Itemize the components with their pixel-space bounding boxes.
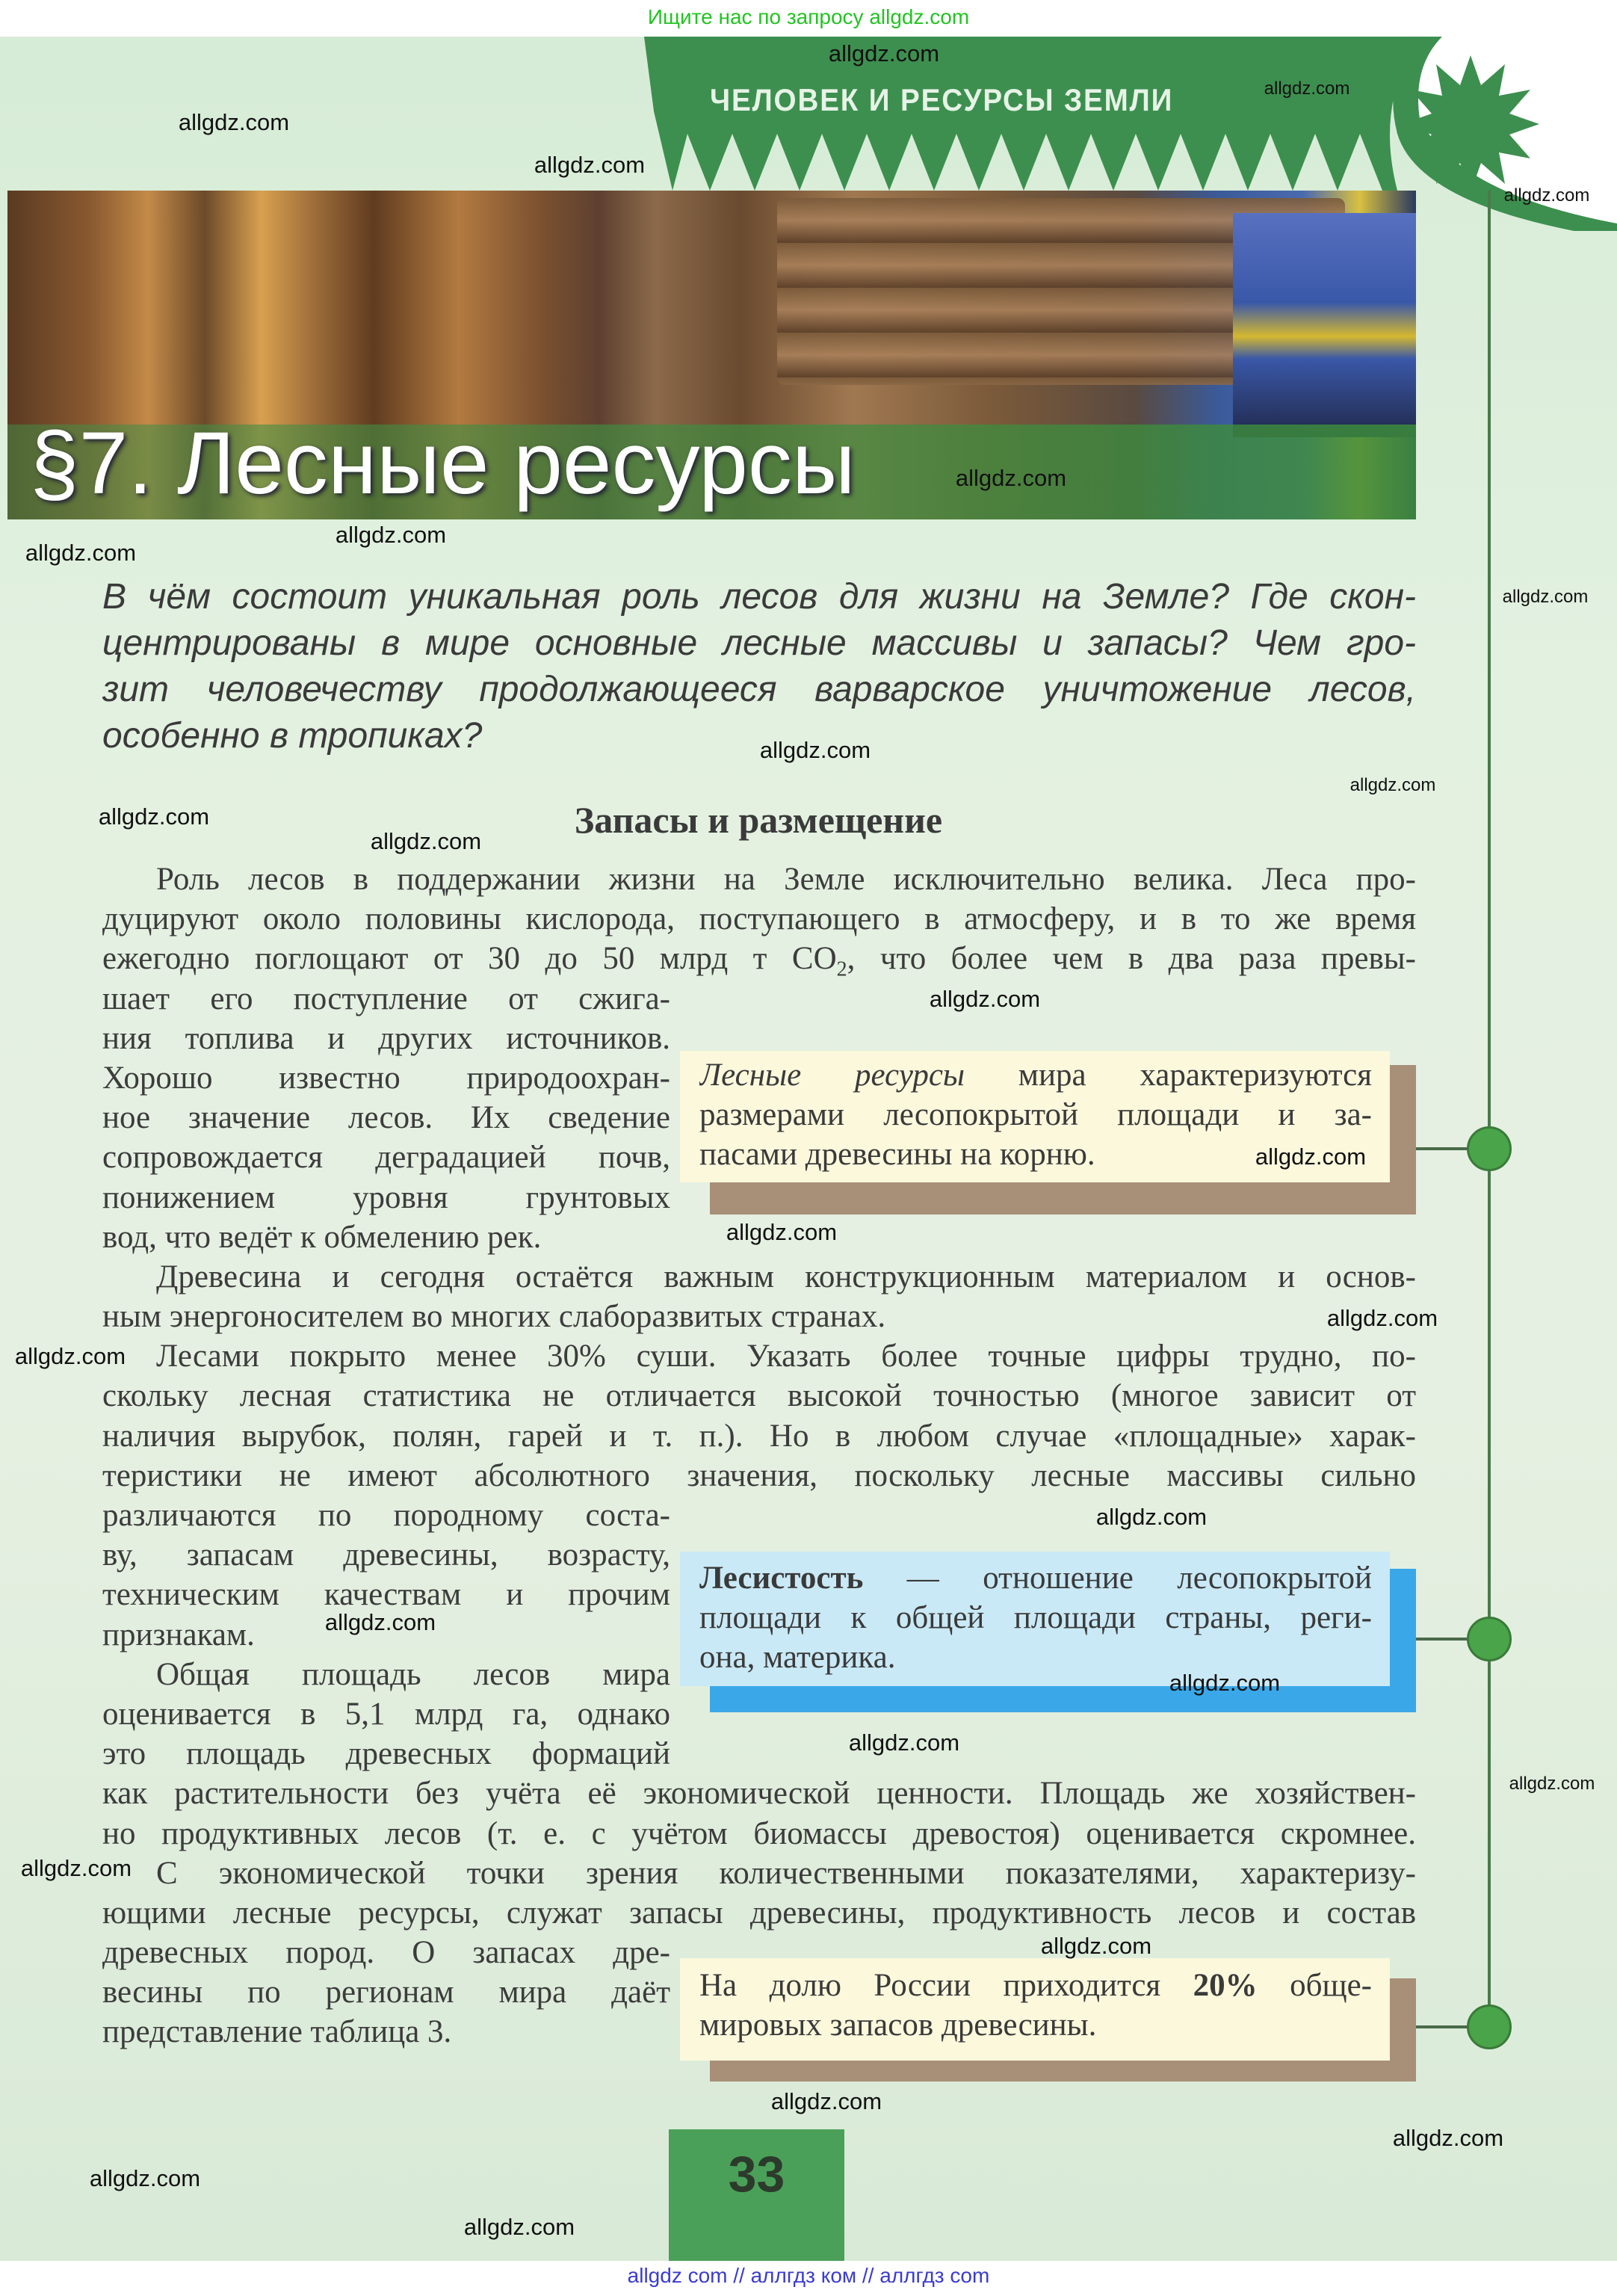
text: , что более чем в два раза превы- <box>847 941 1416 977</box>
text-line: Лесами покрыто менее 30% суши. Указать более точные цифры трудно, по- <box>156 1339 1416 1374</box>
text: площади к общей площади страны, реги- <box>699 1600 1372 1635</box>
text: обще- <box>1257 1968 1372 2003</box>
text: она, материка. <box>699 1640 896 1675</box>
body-text <box>102 860 1416 2052</box>
bullet-circle-icon <box>1467 2005 1512 2049</box>
watermark: allgdz.com <box>1502 587 1589 607</box>
watermark: allgdz.com <box>25 540 137 566</box>
text-line: шает его поступление от сжига- <box>102 981 670 1016</box>
connector-line <box>1416 1638 1472 1641</box>
text-line: ным энергоносителем во многих слаборазвитых странах. <box>102 1299 886 1335</box>
text-line: ву, запасам древесины, возрасту, <box>102 1537 670 1573</box>
text-line: Древесина и сегодня остаётся важным конструкционным материалом и основ- <box>156 1259 1416 1294</box>
watermark: allgdz.com <box>929 986 1041 1012</box>
text: — отношение лесопокрытой <box>863 1561 1372 1596</box>
text-line: ное значение лесов. Их сведение <box>102 1100 670 1136</box>
text-line: весины по регионам мира даёт <box>102 1975 670 2010</box>
text-line: но продуктивных лесов (т. е. с учётом биомассы древостоя) оценивается скромнее. <box>102 1815 1416 1851</box>
watermark: allgdz.com <box>20 1855 132 1881</box>
watermark: allgdz.com <box>370 828 482 854</box>
watermark: allgdz.com <box>1264 78 1350 99</box>
text: На долю России приходится <box>699 1968 1193 2003</box>
bottom-banner: allgdz com // аллгдз ком // аллгдз com <box>0 2261 1617 2296</box>
text-line: ющими лесные ресурсы, служат запасы древесины, продуктивность лесов и состав <box>102 1895 1416 1931</box>
text: мира характеризуются <box>965 1058 1372 1093</box>
text-line: вод, что ведёт к обмелению рек. <box>102 1219 542 1255</box>
bullet-circle-icon <box>1467 1617 1512 1661</box>
truck-image <box>1233 213 1416 437</box>
text-line <box>102 939 1416 978</box>
text-line: Общая площадь лесов мира <box>156 1656 670 1692</box>
text-line: ния топлива и других источников. <box>102 1020 670 1056</box>
watermark: allgdz.com <box>955 465 1067 491</box>
watermark: allgdz.com <box>1255 1144 1367 1170</box>
top-banner: Ищите нас по запросу allgdz.com <box>647 5 970 28</box>
question-line: В чём состоит уникальная роль лесов для жизни на Земле? Где скон- <box>102 577 1416 617</box>
watermark: allgdz.com <box>1040 1933 1152 1959</box>
bullet-circle-icon <box>1467 1126 1512 1171</box>
percent: 20% <box>1193 1968 1258 2003</box>
watermark: allgdz.com <box>534 152 646 178</box>
watermark: allgdz.com <box>98 803 210 830</box>
text-line: различаются по породному соста- <box>102 1498 670 1533</box>
question-line: центрированы в мире основные лесные массивы и запасы? Чем гро- <box>102 623 1416 663</box>
watermark: allgdz.com <box>1503 185 1590 206</box>
watermark: allgdz.com <box>1095 1504 1208 1530</box>
watermark: allgdz.com <box>726 1219 838 1245</box>
watermark: allgdz.com <box>14 1343 126 1369</box>
page-number: 33 <box>669 2129 844 2261</box>
text-line: скольку лесная статистика не отличается высокой точностью (многое зависит от <box>102 1378 1416 1414</box>
watermark: allgdz.com <box>335 522 447 548</box>
question-line: особенно в тропиках? <box>102 716 483 756</box>
text: ежегодно поглощают от 30 до 50 млрд т CO <box>102 941 837 977</box>
intro-questions <box>102 574 1416 759</box>
question-line: зит человечеству продолжающееся варварское уничтожение лесов, <box>102 670 1416 709</box>
text-line: сопровождается деградацией почв, <box>102 1140 670 1176</box>
text-line: древесных пород. О запасах дре- <box>102 1935 670 1971</box>
term: Лесистость <box>699 1561 864 1596</box>
subscript: 2 <box>836 957 847 979</box>
connector-line <box>1416 2025 1472 2028</box>
text-line: Роль лесов в поддержании жизни на Земле исключительно велика. Леса про- <box>156 862 1416 897</box>
text-line: техническим качествам и прочим <box>102 1577 670 1613</box>
watermark: allgdz.com <box>89 2165 201 2191</box>
text-line: это площадь древесных формаций <box>102 1736 670 1772</box>
watermark: allgdz.com <box>1392 2125 1504 2151</box>
text-line: оценивается в 5,1 млрд га, однако <box>102 1696 670 1732</box>
text-line: Хорошо известно природоохран- <box>102 1060 670 1096</box>
watermark: allgdz.com <box>848 1729 960 1756</box>
text-line: теристики не имеют абсолютного значения, поскольку лесные массивы сильно <box>102 1457 1416 1493</box>
text-line: понижением уровня грунтовых <box>102 1179 670 1215</box>
subheading: Запасы и размещение <box>574 799 943 841</box>
text-line: С экономической точки зрения количественными показателями, характеризу- <box>156 1855 1416 1891</box>
text-line: наличия вырубок, полян, гарей и т. п.). Но в любом случае «площадные» харак- <box>102 1418 1416 1454</box>
watermark: allgdz.com <box>828 40 940 67</box>
watermark: allgdz.com <box>1509 1774 1595 1794</box>
watermark: allgdz.com <box>759 737 871 763</box>
connector-line <box>1416 1147 1472 1150</box>
watermark: allgdz.com <box>1326 1305 1438 1331</box>
section-title: ЧЕЛОВЕК И РЕСУРСЫ ЗЕМЛИ <box>710 82 1174 117</box>
text-line: признакам. <box>102 1617 255 1652</box>
text: пасами древесины на корню. <box>699 1137 1095 1172</box>
margin-line <box>1488 191 1491 2029</box>
watermark: allgdz.com <box>178 109 290 135</box>
text-line: представление таблица 3. <box>102 2014 452 2050</box>
text-line: как растительности без учёта её экономической ценности. Площадь же хозяйствен- <box>102 1776 1416 1812</box>
text-line: дуцируют около половины кислорода, поступающего в атмосферу, и в то же время <box>102 901 1416 937</box>
paragraph-title: §7. Лесные ресурсы <box>30 414 856 513</box>
watermark: allgdz.com <box>770 2088 882 2114</box>
watermark: allgdz.com <box>1349 775 1436 795</box>
watermark: allgdz.com <box>1169 1670 1281 1696</box>
text: мировых запасов древесины. <box>699 2008 1097 2043</box>
watermark: allgdz.com <box>324 1609 436 1635</box>
forest-logging-photo <box>7 191 1416 519</box>
text: размерами лесопокрытой площади и за- <box>699 1097 1372 1132</box>
term: Лесные ресурсы <box>699 1058 965 1093</box>
watermark: allgdz.com <box>463 2214 575 2240</box>
